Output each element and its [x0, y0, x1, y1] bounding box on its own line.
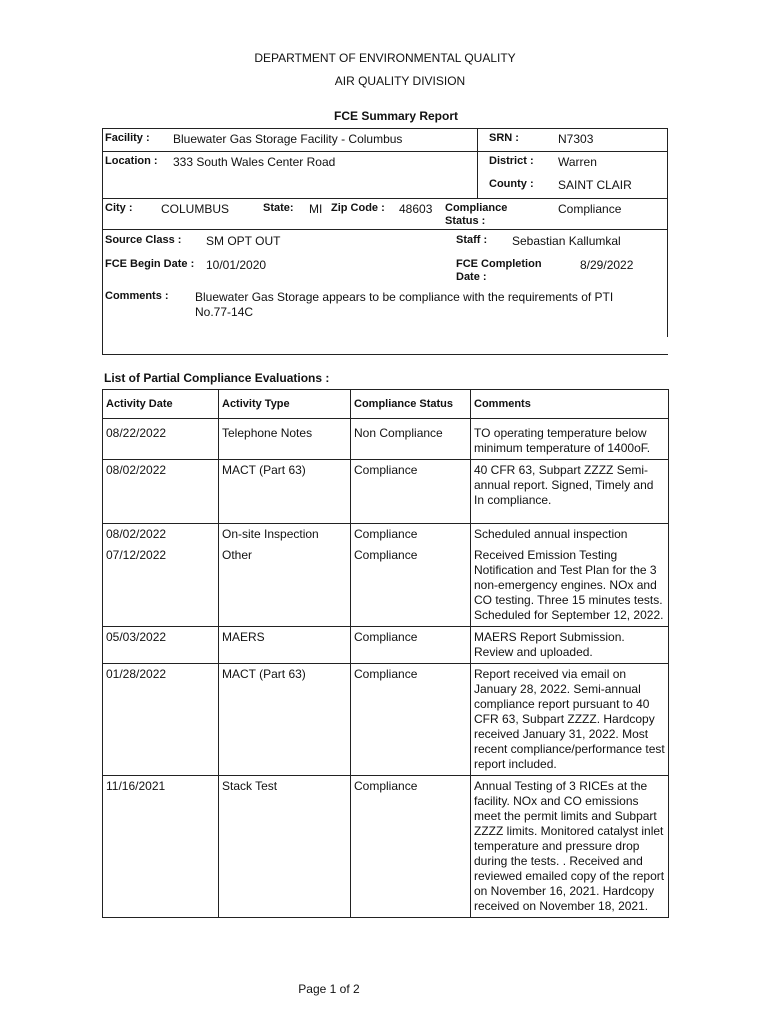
- county-label: County :: [489, 178, 534, 190]
- table-row: [103, 419, 669, 460]
- compliance-status-label-1: Compliance: [445, 202, 508, 214]
- cell-comments: MAERS Report Submission. Review and uploaded.: [471, 627, 669, 664]
- cell-status: Compliance: [351, 627, 471, 664]
- box-inner-divider: [477, 128, 478, 198]
- table-row: [103, 545, 669, 627]
- cell-comments: Annual Testing of 3 RICEs at the facility. NOx and CO emissions meet the permit limits and Subpart ZZZZ limits. Monitored catalyst inlet temperature and pressure drop during the tests. . Received and reviewed emailed copy of the report on November 16, 2021. Hardcopy received on November 18, 2021.: [471, 776, 669, 918]
- cell-date: 07/12/2022: [103, 545, 219, 627]
- cell-type: On-site Inspection: [219, 524, 351, 546]
- fce-completion-label-1: FCE Completion: [456, 258, 542, 270]
- pce-list-title: List of Partial Compliance Evaluations :: [104, 371, 330, 385]
- box-bottom-border: [102, 354, 668, 355]
- cell-date: 08/22/2022: [103, 419, 219, 460]
- staff-label: Staff :: [456, 234, 488, 246]
- cell-date: 11/16/2021: [103, 776, 219, 918]
- page-number: Page 1 of 2: [298, 982, 360, 996]
- table-row: [103, 627, 669, 664]
- fce-completion-value: 8/29/2022: [580, 258, 634, 272]
- state-value: MI: [309, 202, 323, 216]
- cell-type: MAERS: [219, 627, 351, 664]
- cell-status: Compliance: [351, 524, 471, 546]
- cell-status: Compliance: [351, 776, 471, 918]
- table-row: [103, 460, 669, 524]
- comments-line-1: Bluewater Gas Storage appears to be compliance with the requirements of PTI: [195, 290, 614, 304]
- pce-table: [102, 389, 669, 918]
- report-title: FCE Summary Report: [333, 109, 459, 123]
- column-header-compliance-status: Compliance Status: [351, 390, 471, 419]
- cell-status: Compliance: [351, 664, 471, 776]
- zip-label: Zip Code :: [331, 202, 385, 214]
- division-title: AIR QUALITY DIVISION: [334, 74, 466, 88]
- fce-begin-value: 10/01/2020: [206, 258, 267, 272]
- fce-begin-label: FCE Begin Date :: [105, 258, 195, 270]
- row-divider-1: [102, 151, 668, 152]
- cell-type: Stack Test: [219, 776, 351, 918]
- cell-date: 08/02/2022: [103, 524, 219, 546]
- cell-comments: Scheduled annual inspection: [471, 524, 669, 546]
- row-divider-3: [102, 229, 668, 230]
- cell-type: MACT (Part 63): [219, 664, 351, 776]
- cell-comments: Report received via email on January 28, 2022. Semi-annual compliance report pursuant to 40 CFR 63, Subpart ZZZZ. Hardcopy received January 31, 2022. Most recent compliance/performance test report included.: [471, 664, 669, 776]
- staff-value: Sebastian Kallumkal: [512, 234, 621, 248]
- cell-date: 01/28/2022: [103, 664, 219, 776]
- state-label: State:: [263, 202, 294, 214]
- location-label: Location :: [105, 155, 158, 167]
- cell-type: MACT (Part 63): [219, 460, 351, 524]
- cell-type: Telephone Notes: [219, 419, 351, 460]
- facility-value: Bluewater Gas Storage Facility - Columbus: [173, 132, 403, 146]
- city-value: COLUMBUS: [161, 202, 230, 216]
- column-header-activity-date: Activity Date: [103, 390, 219, 419]
- cell-type: Other: [219, 545, 351, 627]
- cell-comments: Received Emission Testing Notification and Test Plan for the 3 non-emergency engines. NOx and CO testing. Three 15 minutes tests. Scheduled for September 12, 2022.: [471, 545, 669, 627]
- column-header-comments: Comments: [471, 390, 669, 419]
- compliance-status-label-2: Status :: [445, 215, 486, 227]
- box-left-border: [102, 128, 103, 355]
- cell-comments: TO operating temperature below minimum temperature of 1400oF.: [471, 419, 669, 460]
- facility-label: Facility :: [105, 132, 150, 144]
- fce-completion-label-2: Date :: [456, 271, 487, 283]
- city-label: City :: [105, 202, 133, 214]
- source-class-label: Source Class :: [105, 234, 182, 246]
- cell-status: Compliance: [351, 460, 471, 524]
- county-value: SAINT CLAIR: [558, 178, 632, 192]
- cell-status: Non Compliance: [351, 419, 471, 460]
- table-row: [103, 664, 669, 776]
- table-row: [103, 524, 669, 546]
- comments-line-2: No.77-14C: [195, 305, 254, 319]
- district-value: Warren: [558, 155, 597, 169]
- comments-label: Comments :: [105, 290, 169, 302]
- cell-date: 08/02/2022: [103, 460, 219, 524]
- source-class-value: SM OPT OUT: [206, 234, 281, 248]
- box-right-border: [667, 128, 668, 337]
- srn-value: N7303: [558, 132, 594, 146]
- cell-date: 05/03/2022: [103, 627, 219, 664]
- district-label: District :: [489, 155, 534, 167]
- row-divider-2: [102, 198, 668, 199]
- box-top-border: [102, 128, 668, 129]
- compliance-status-value: Compliance: [558, 202, 622, 216]
- srn-label: SRN :: [489, 132, 519, 144]
- zip-value: 48603: [399, 202, 433, 216]
- cell-comments: 40 CFR 63, Subpart ZZZZ Semi-annual report. Signed, Timely and In compliance.: [471, 460, 669, 524]
- cell-status: Compliance: [351, 545, 471, 627]
- location-value: 333 South Wales Center Road: [173, 155, 336, 169]
- column-header-activity-type: Activity Type: [219, 390, 351, 419]
- table-row: [103, 776, 669, 918]
- department-title: DEPARTMENT OF ENVIRONMENTAL QUALITY: [254, 51, 516, 65]
